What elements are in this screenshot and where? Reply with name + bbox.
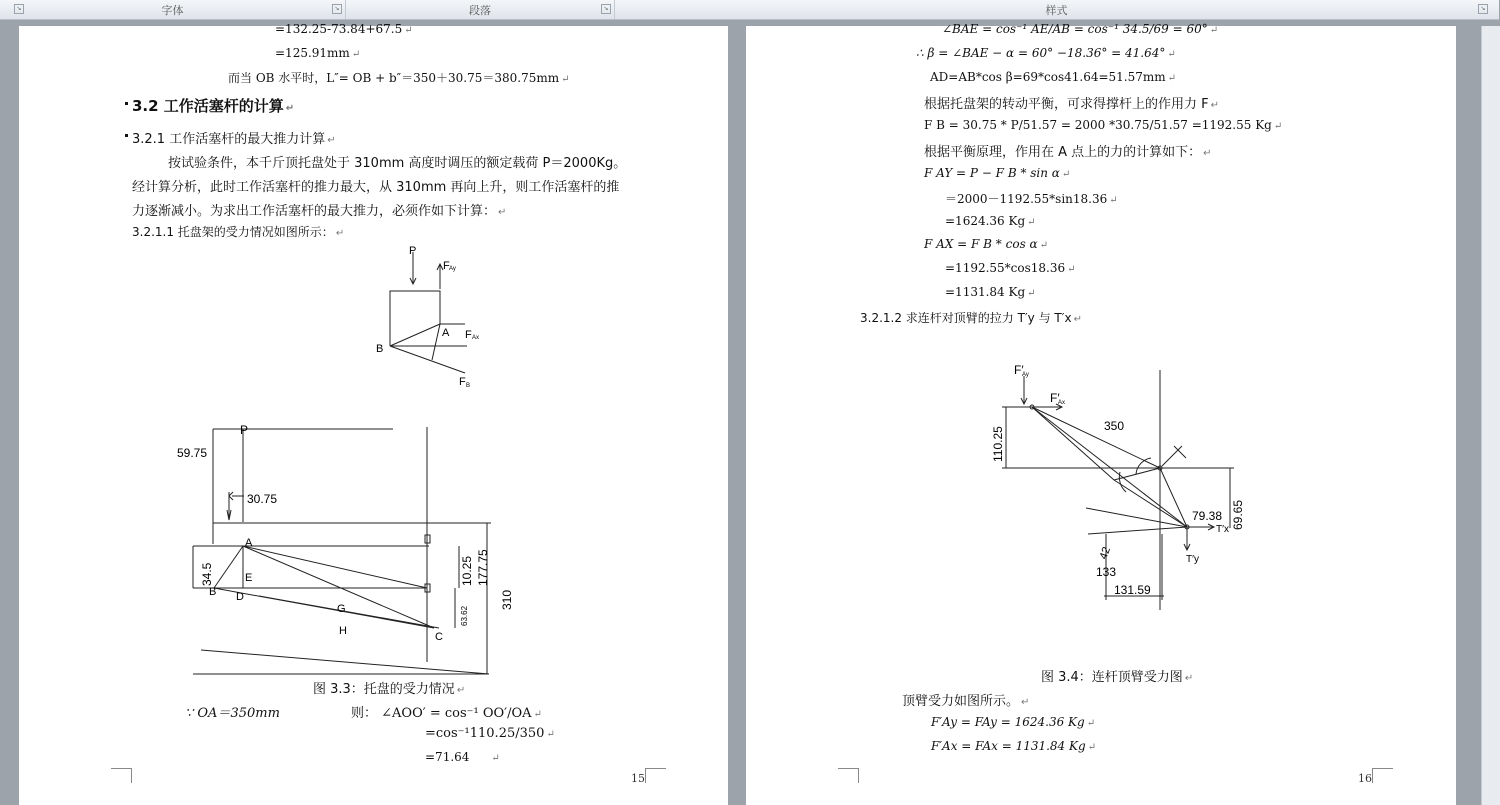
text-line: 按试验条件，本千斤顶托盘处于 310mm 高度时调压的额定载荷 P＝2000Kg。	[168, 156, 627, 171]
styles-dialog-launcher-icon[interactable]: ↘	[1478, 4, 1488, 14]
dimension-label: 110.25	[991, 426, 1005, 462]
equation: ∵ OA＝350mm	[185, 706, 280, 721]
crop-mark	[838, 768, 859, 783]
page-number: 16	[1358, 772, 1372, 785]
equation: F′Ay = FAy = 1624.36 Kg ↵	[931, 715, 1096, 729]
diagram-label: H	[339, 625, 347, 637]
equation: F B = 30.75 * P/51.57 = 2000 *30.75/51.57 =1192.55 Kg ↵	[924, 118, 1283, 132]
diagram-label: E	[245, 572, 253, 584]
equation: =cos⁻¹110.25/350 ↵	[425, 726, 555, 741]
equation: AD=AB*cos β=69*cos41.64=51.57mm ↵	[930, 70, 1177, 84]
text-line: 顶臂受力如图所示。 ↵	[902, 694, 1030, 709]
diagram-label: 30.75	[247, 492, 278, 506]
subsubsection-heading: 3.2.1.2 求连杆对顶臂的拉力 T′y 与 T′x ↵	[860, 311, 1082, 325]
diagram-label: B	[376, 343, 384, 355]
diagram-label: T′y	[1186, 554, 1199, 565]
diagram-label: A	[245, 537, 253, 549]
crop-mark	[1372, 768, 1393, 783]
diagram-label: Ax	[472, 335, 480, 341]
document-page-16[interactable]	[746, 22, 1456, 805]
subsection-heading: 3.2.1 工作活塞杆的最大推力计算 ↵	[132, 132, 336, 147]
diagram-label: F	[443, 260, 450, 272]
dimension-label: 42	[1097, 545, 1114, 562]
equation: F AX = F B * cos α ↵	[924, 237, 1049, 251]
text-line: 经计算分析，此时工作活塞杆的推力最大，从 310mm 再向上升，则工作活塞杆的推	[132, 180, 620, 195]
vertical-scrollbar[interactable]	[1481, 26, 1500, 805]
heading-bullet	[125, 102, 128, 105]
equation: F AY = P − F B * sin α ↵	[924, 166, 1071, 180]
text-line: 根据托盘架的转动平衡，可求得撑杆上的作用力 F ↵	[924, 97, 1220, 112]
ribbon-group-font	[0, 0, 346, 19]
diagram-label: A	[442, 327, 450, 339]
dimension-label: 69.65	[1231, 499, 1245, 530]
styles-group-label: 样式	[1045, 3, 1068, 17]
dimension-label: 79.38	[1192, 509, 1223, 523]
document-page-15[interactable]	[19, 22, 728, 805]
dimension-label: 177.75	[476, 549, 490, 586]
equation: 则： ∠AOO′ = cos⁻¹ OO′/OA ↵	[351, 706, 542, 721]
diagram-label: B	[209, 586, 217, 598]
text-line: =132.25-73.84+67.5 ↵	[275, 22, 413, 36]
diagram-label: F′	[1014, 363, 1024, 377]
font-dialog-launcher-icon[interactable]: ↘	[332, 4, 342, 14]
equation: =1131.84 Kg ↵	[945, 285, 1036, 299]
diagram-label: F	[459, 376, 466, 388]
figure-caption: 图 3.3：托盘的受力情况 ↵	[313, 682, 466, 697]
equation: ∴ β = ∠BAE − α = 60° −18.36° = 41.64° ↵	[916, 46, 1176, 60]
equation: ∠BAE = cos⁻¹ AE/AB = cos⁻¹ 34.5/69 = 60° ↵	[942, 22, 1219, 36]
ribbon-group-styles	[615, 0, 1498, 19]
ribbon-group-paragraph	[346, 0, 615, 19]
text-line: 而当 OB 水平时，L″= OB + b″＝350＋30.75＝380.75mm ↵	[228, 71, 570, 85]
tray-frame-force-diagram	[369, 242, 509, 392]
heading-bullet	[125, 134, 128, 137]
diagram-label: B	[466, 383, 471, 389]
dimension-label: 310	[500, 589, 514, 610]
equation: =1192.55*cos18.36 ↵	[945, 261, 1076, 275]
equation: F′Ax = FAx = 1131.84 Kg ↵	[931, 739, 1097, 753]
text-line: 力逐渐减小。为求出工作活塞杆的最大推力，必须作如下计算： ↵	[132, 204, 507, 219]
figure-caption: 图 3.4：连杆顶臂受力图 ↵	[1041, 670, 1194, 685]
diagram-label: P	[240, 423, 249, 437]
diagram-label: Ay	[449, 266, 456, 272]
equation: =71.64 ↵	[425, 750, 500, 764]
text-line: =125.91mm ↵	[275, 46, 361, 60]
subsubsection-heading: 3.2.1.1 托盘架的受力情况如图所示： ↵	[132, 225, 345, 239]
equation: =1624.36 Kg ↵	[945, 214, 1036, 228]
crop-mark	[111, 768, 132, 783]
equation: ＝2000－1192.55*sin18.36 ↵	[945, 192, 1118, 206]
paragraph-dialog-launcher-icon[interactable]: ↘	[601, 4, 611, 14]
diagram-label: F′	[1050, 391, 1060, 405]
diagram-label: T′x	[1216, 524, 1229, 535]
diagram-label: C	[435, 631, 443, 643]
section-heading: 3.2 工作活塞杆的计算 ↵	[132, 97, 295, 115]
diagram-label: G	[337, 603, 346, 615]
diagram-label: Ay	[1022, 372, 1029, 378]
dimension-label: 350	[1104, 419, 1125, 433]
paragraph-group-label: 段落	[469, 3, 491, 17]
diagram-label: D	[236, 591, 244, 603]
diagram-label: F	[465, 329, 472, 341]
clipboard-dialog-launcher-icon[interactable]: ↘	[14, 4, 24, 14]
crop-mark	[645, 768, 666, 783]
diagram-label: P	[409, 245, 417, 257]
diagram-label: 59.75	[177, 446, 208, 460]
dimension-label: 63.62	[460, 605, 469, 626]
font-group-label: 字体	[161, 3, 184, 17]
dimension-label: 131.59	[1114, 583, 1151, 597]
diagram-label: Ax	[1058, 400, 1066, 406]
dimension-label: 133	[1096, 565, 1117, 579]
text-line: 根据平衡原理，作用在 A 点上的力的计算如下： ↵	[924, 145, 1212, 160]
tray-mechanism-diagram	[169, 392, 514, 662]
page-number: 15	[631, 772, 645, 785]
ribbon-group-labels	[0, 0, 1499, 20]
connecting-rod-force-diagram	[986, 362, 1246, 616]
dimension-label: 34.5	[200, 562, 214, 586]
dimension-label: 10.25	[460, 555, 474, 586]
